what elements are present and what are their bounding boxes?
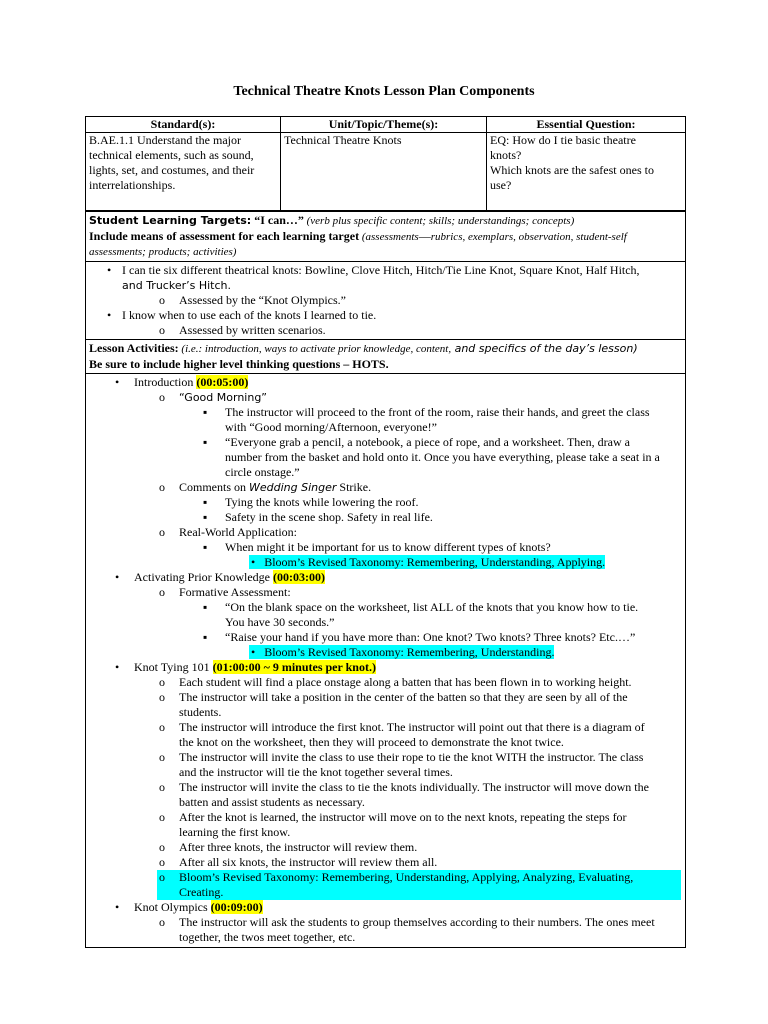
bullet-icon: •	[115, 570, 120, 584]
step-text: The instructor will invite the class to use their rope to tie the knot WITH the instructor. The class	[179, 750, 644, 764]
step-text: The instructor will invite the class to tie the knots individually. The instructor will move down the	[179, 780, 649, 794]
circle-bullet-icon: o	[159, 915, 165, 929]
step-text: learning the first know.	[179, 825, 291, 839]
activity-item	[89, 375, 682, 390]
square-bullet-icon: ▪	[203, 495, 208, 509]
targets-label: Student Learning Targets:	[89, 214, 252, 227]
circle-bullet-icon: o	[159, 720, 165, 734]
circle-bullet-icon: o	[159, 750, 165, 764]
activity-label: Activating Prior Knowledge	[134, 570, 273, 584]
target-text: I know when to use each of the knots I learned to tie.	[122, 308, 377, 322]
time-badge: (00:09:00)	[210, 900, 263, 914]
circle-bullet-icon: o	[159, 293, 165, 307]
step-text: batten and assist students as necessary.	[179, 795, 365, 809]
standard-line: technical elements, such as sound,	[89, 148, 254, 162]
detail-text: “Raise your hand if you have more than: One knot? Two knots? Three knots? Etc.…”	[225, 630, 636, 644]
step-text: The instructor will take a position in the center of the batten so that they are seen by all of the	[179, 690, 628, 704]
bullet-icon: •	[251, 645, 265, 659]
targets-quote: “I can…”	[251, 213, 304, 227]
step-item	[89, 720, 682, 750]
bloom-text: Creating.	[179, 885, 224, 899]
lesson-body	[85, 210, 686, 948]
eq-line: use?	[490, 178, 512, 192]
activity-sub-text: “Good Morning”	[179, 391, 267, 404]
square-bullet-icon: ▪	[203, 405, 208, 419]
step-item	[89, 840, 682, 855]
square-bullet-icon: ▪	[203, 540, 208, 554]
circle-bullet-icon: o	[159, 525, 165, 539]
target-sub	[89, 323, 682, 338]
circle-bullet-icon: o	[159, 323, 165, 337]
activity-sub	[89, 390, 682, 405]
circle-bullet-icon: o	[159, 480, 165, 494]
standard-line: interrelationships.	[89, 178, 176, 192]
detail-text: The instructor will proceed to the front of the room, raise their hands, and greet the class	[225, 405, 650, 419]
detail-item	[89, 630, 682, 645]
bullet-icon: •	[115, 375, 120, 389]
detail-item	[89, 540, 682, 555]
activity-item	[89, 660, 682, 675]
activity-sub-text: Comments on	[179, 480, 250, 494]
bullet-icon: •	[115, 900, 120, 914]
assessment-dash: —	[418, 229, 431, 243]
detail-item	[89, 600, 682, 630]
bloom-highlight	[249, 555, 605, 569]
standard-line: lights, set, and costumes, and their	[89, 163, 255, 177]
step-text: After all six knots, the instructor will review them all.	[179, 855, 438, 869]
bloom-highlight	[249, 645, 554, 659]
hots-note: Be sure to include higher level thinking questions – HOTS.	[89, 357, 389, 371]
detail-text: number from the basket and hold onto it. Once you have everything, please take a seat in a	[225, 450, 660, 464]
activities-header	[86, 339, 685, 373]
detail-item	[89, 510, 682, 525]
bloom-text: Bloom’s Revised Taxonomy: Remembering, Understanding.	[264, 645, 555, 659]
targets-hint: (verb plus specific content; skills; understandings; concepts)	[303, 215, 575, 227]
page-title: Technical Theatre Knots Lesson Plan Components	[233, 84, 535, 99]
circle-bullet-icon: o	[159, 810, 165, 824]
target-text: and Trucker’s Hitch.	[122, 279, 231, 292]
unit-header: Unit/Topic/Theme(s):	[281, 117, 487, 133]
step-text: The instructor will ask the students to group themselves according to their numbers. The ones meet	[179, 915, 655, 929]
unit-cell: Technical Theatre Knots	[281, 133, 487, 212]
circle-bullet-icon: o	[159, 390, 165, 404]
targets-header	[86, 211, 685, 261]
step-item	[89, 810, 682, 840]
activities-hint: and specifics of the day’s lesson)	[451, 342, 638, 355]
activities-hint: (i.e.: introduction, ways to activate prior knowledge, content,	[178, 343, 452, 355]
circle-bullet-icon: o	[159, 870, 165, 884]
standard-line: B.AE.1.1 Understand the major	[89, 133, 241, 147]
standards-header: Standard(s):	[86, 117, 281, 133]
time-badge: (01:00:00 ~ 9 minutes per knot.)	[212, 660, 376, 674]
circle-bullet-icon: o	[159, 675, 165, 689]
activity-sub-text: Strike.	[336, 480, 372, 494]
standards-table	[85, 116, 686, 212]
detail-text: You have 30 seconds.”	[225, 615, 335, 629]
step-item	[89, 675, 682, 690]
assessment-hint: assessments; products; activities)	[89, 246, 237, 258]
detail-text: with “Good morning/Afternoon, everyone!”	[225, 420, 437, 434]
step-text: After the knot is learned, the instructor will move on to the next knots, repeating the steps for	[179, 810, 627, 824]
activity-sub-text: Formative Assessment:	[179, 585, 291, 599]
bullet-icon: •	[115, 660, 120, 674]
step-text: Each student will find a place onstage along a batten that has been flown in to working height.	[179, 675, 632, 689]
circle-bullet-icon: o	[159, 690, 165, 704]
step-text: After three knots, the instructor will review them.	[179, 840, 418, 854]
show-title: Wedding Singer	[249, 481, 337, 494]
bloom-note	[89, 555, 682, 570]
step-item	[89, 780, 682, 810]
eq-line: Which knots are the safest ones to	[490, 163, 654, 177]
square-bullet-icon: ▪	[203, 510, 208, 524]
bloom-text: Bloom’s Revised Taxonomy: Remembering, Understanding, Applying.	[264, 555, 606, 569]
assessment-label: Include means of assessment for each learning target	[89, 229, 360, 243]
detail-text: Tying the knots while lowering the roof.	[225, 495, 419, 509]
step-item	[89, 750, 682, 780]
time-badge: (00:05:00)	[196, 375, 249, 389]
detail-text: “Everyone grab a pencil, a notebook, a piece of rope, and a worksheet. Then, draw a	[225, 435, 630, 449]
square-bullet-icon: ▪	[203, 435, 208, 449]
step-text: The instructor will introduce the first knot. The instructor will point out that there is a diagram of	[179, 720, 645, 734]
eq-line: EQ: How do I tie basic theatre	[490, 133, 636, 147]
step-text: the knot on the worksheet, then they will proceed to demonstrate the knot twice.	[179, 735, 564, 749]
activity-sub	[89, 480, 682, 495]
bullet-icon: •	[107, 308, 112, 322]
detail-item	[89, 435, 682, 480]
step-item	[89, 855, 682, 870]
activity-label: Knot Olympics	[134, 900, 211, 914]
activity-item	[89, 570, 682, 585]
eq-header: Essential Question:	[487, 117, 686, 133]
step-item	[89, 915, 682, 945]
detail-text: Safety in the scene shop. Safety in real life.	[225, 510, 433, 524]
activity-sub	[89, 585, 682, 600]
target-item	[89, 263, 682, 293]
bloom-note	[89, 645, 682, 660]
detail-text: When might it be important for us to know different types of knots?	[225, 540, 551, 554]
eq-cell	[487, 133, 686, 212]
bloom-note	[157, 870, 681, 900]
activity-label: Introduction	[134, 375, 197, 389]
time-badge: (00:03:00)	[272, 570, 325, 584]
targets-list	[86, 261, 685, 339]
bullet-icon: •	[251, 555, 265, 569]
detail-item	[89, 495, 682, 510]
detail-text: circle onstage.”	[225, 465, 300, 479]
detail-text: “On the blank space on the worksheet, list ALL of the knots that you know how to tie.	[225, 600, 639, 614]
activity-sub-text: Real-World Application:	[179, 525, 298, 539]
circle-bullet-icon: o	[159, 855, 165, 869]
target-text: I can tie six different theatrical knots: Bowline, Clove Hitch, Hitch/Tie Line Knot, Square Knot, Half Hitch,	[122, 263, 640, 277]
detail-item	[89, 405, 682, 435]
step-item	[89, 690, 682, 720]
circle-bullet-icon: o	[159, 780, 165, 794]
circle-bullet-icon: o	[159, 840, 165, 854]
activities-content	[86, 373, 685, 947]
target-sub	[89, 293, 682, 308]
assessment-hint: rubrics, exemplars, observation, student-self	[430, 231, 627, 243]
square-bullet-icon: ▪	[203, 630, 208, 644]
target-item	[89, 308, 682, 323]
bloom-text: Bloom’s Revised Taxonomy: Remembering, Understanding, Applying, Analyzing, Evaluating,	[179, 870, 634, 884]
assessment-hint: (assessments	[359, 231, 419, 243]
bullet-icon: •	[107, 263, 112, 277]
step-text: together, the twos meet together, etc.	[179, 930, 356, 944]
activities-label: Lesson Activities:	[89, 341, 179, 355]
activity-item	[89, 900, 682, 915]
square-bullet-icon: ▪	[203, 600, 208, 614]
circle-bullet-icon: o	[159, 585, 165, 599]
activity-label: Knot Tying 101	[134, 660, 213, 674]
step-text: students.	[179, 705, 222, 719]
activity-sub	[89, 525, 682, 540]
step-text: and the instructor will tie the knot together several times.	[179, 765, 453, 779]
eq-line: knots?	[490, 148, 522, 162]
target-sub-text: Assessed by written scenarios.	[179, 323, 326, 337]
standard-cell	[86, 133, 281, 212]
target-sub-text: Assessed by the “Knot Olympics.”	[179, 293, 346, 307]
